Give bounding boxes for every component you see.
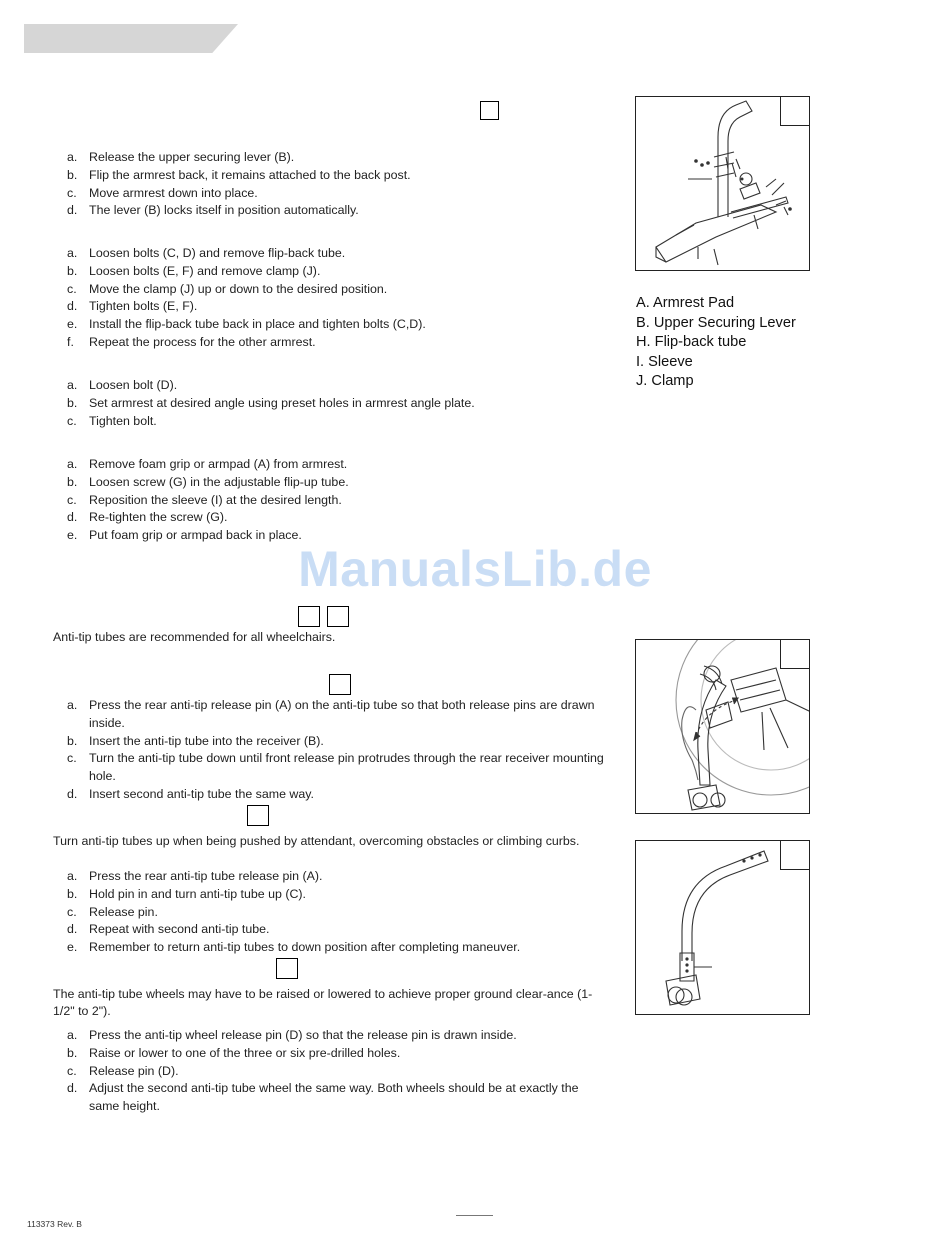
step-letter: a. <box>67 378 78 392</box>
step-text: Install the flip-back tube back in place and tighten bolts (C,D). <box>89 317 426 332</box>
legend-item: J. Clamp <box>636 373 694 390</box>
step-item <box>67 377 612 395</box>
step-letter: b. <box>67 886 78 901</box>
step-item <box>67 492 612 510</box>
step-letter: a. <box>67 457 78 471</box>
armrest-height-steps <box>67 245 612 352</box>
page-number-rule <box>456 1215 493 1216</box>
step-text: The lever (B) locks itself in position automatically. <box>89 203 359 218</box>
step-text: Loosen bolt (D). <box>89 378 178 392</box>
step-item <box>67 298 612 316</box>
step-letter: a. <box>67 150 78 164</box>
step-letter: d. <box>67 786 78 801</box>
step-letter: d. <box>67 203 78 218</box>
step-item <box>67 202 612 220</box>
step-text: Remember to return anti-tip tubes to down position after completing maneuver. <box>89 940 521 955</box>
legend-item: I. Sleeve <box>636 353 693 370</box>
armrest-legend <box>636 294 796 392</box>
figure-ref-box <box>276 958 298 979</box>
step-item <box>67 395 612 413</box>
armrest-flip-steps <box>67 149 612 220</box>
step-text: Release the upper securing lever (B). <box>89 150 295 164</box>
step-item <box>67 868 612 886</box>
figure-ref-box <box>327 606 349 627</box>
step-item <box>67 474 612 492</box>
step-text: Re-tighten the screw (G). <box>89 510 228 525</box>
antitip-install-steps <box>67 697 612 804</box>
step-item <box>67 1080 612 1116</box>
step-item <box>67 167 612 185</box>
step-item <box>67 185 612 203</box>
step-item <box>67 316 612 334</box>
step-letter: a. <box>67 246 78 260</box>
step-item <box>67 750 612 786</box>
step-item <box>67 281 612 299</box>
step-letter: c. <box>67 1063 77 1078</box>
watermark: ManualsLib.de <box>298 541 652 597</box>
armrest-angle-steps <box>67 377 612 430</box>
step-text: Move the clamp (J) up or down to the desired position. <box>89 281 388 296</box>
step-item <box>67 786 612 804</box>
legend-item: B. Upper Securing Lever <box>636 314 796 331</box>
step-letter: a. <box>67 869 78 883</box>
step-text: Reposition the sleeve (I) at the desired length. <box>89 492 342 507</box>
step-letter: c. <box>67 492 77 507</box>
step-item <box>67 149 612 167</box>
step-text: Tighten bolt. <box>89 413 157 428</box>
step-letter: e. <box>67 317 78 332</box>
step-text: Press the rear anti-tip tube release pin (A). <box>89 869 323 883</box>
step-letter: f. <box>67 334 74 349</box>
step-letter: b. <box>67 395 78 410</box>
step-text: Turn the anti-tip tube down until front release pin protrudes through the rear receiver mounting hole. <box>89 751 604 784</box>
step-letter: c. <box>67 904 77 919</box>
document-number: 113373 Rev. B <box>27 1219 82 1229</box>
step-item <box>67 1063 612 1081</box>
step-item <box>67 245 612 263</box>
step-letter: b. <box>67 733 78 748</box>
figure-number-box <box>780 96 810 126</box>
figure-number-box <box>780 639 810 669</box>
figure-ref-box <box>298 606 320 627</box>
step-letter: a. <box>67 1028 78 1042</box>
step-item <box>67 733 612 751</box>
legend-item: A. Armrest Pad <box>636 295 735 311</box>
step-letter: c. <box>67 751 77 766</box>
figure-ref-box <box>480 101 499 120</box>
step-letter: c. <box>67 281 77 296</box>
step-letter: e. <box>67 940 78 955</box>
step-item <box>67 334 612 352</box>
armrest-length-steps <box>67 456 612 545</box>
step-item <box>67 1045 612 1063</box>
step-text: Press the anti-tip wheel release pin (D) so that the release pin is drawn inside. <box>89 1028 517 1042</box>
step-item <box>67 904 612 922</box>
figure-ref-box <box>329 674 351 695</box>
antitip-height-figure <box>635 840 810 1015</box>
figure-number-box <box>780 840 810 870</box>
step-letter: c. <box>67 413 77 428</box>
step-text: Release pin. <box>89 904 158 919</box>
step-text: Tighten bolts (E, F). <box>89 299 198 314</box>
step-letter: e. <box>67 528 78 543</box>
step-text: Loosen bolts (C, D) and remove flip-back tube. <box>89 246 346 260</box>
step-text: Loosen bolts (E, F) and remove clamp (J). <box>89 263 321 278</box>
step-letter: b. <box>67 1045 78 1060</box>
step-text: Hold pin in and turn anti-tip tube up (C). <box>89 886 306 901</box>
step-text: Repeat the process for the other armrest. <box>89 334 316 349</box>
step-text: Set armrest at desired angle using preset holes in armrest angle plate. <box>89 395 475 410</box>
step-letter: d. <box>67 510 78 525</box>
step-item <box>67 263 612 281</box>
step-text: Move armrest down into place. <box>89 185 258 200</box>
antitip-up-intro: Turn anti-tip tubes up when being pushed by attendant, overcoming obstacles or climbing curbs. <box>53 834 580 848</box>
step-item <box>67 413 612 431</box>
header-tab <box>24 24 238 53</box>
step-text: Press the rear anti-tip release pin (A) on the anti-tip tube so that both release pins are drawn inside. <box>89 698 595 730</box>
step-item <box>67 1027 612 1045</box>
step-item <box>67 886 612 904</box>
step-letter: b. <box>67 167 78 182</box>
step-text: Flip the armrest back, it remains attached to the back post. <box>89 167 411 182</box>
figure-ref-box <box>247 805 269 826</box>
step-text: Release pin (D). <box>89 1063 179 1078</box>
step-letter: a. <box>67 698 78 712</box>
step-text: Insert second anti-tip tube the same way. <box>89 786 314 801</box>
step-letter: d. <box>67 299 78 314</box>
step-text: Put foam grip or armpad back in place. <box>89 528 302 543</box>
step-letter: b. <box>67 263 78 278</box>
step-letter: d. <box>67 1081 78 1096</box>
step-item <box>67 921 612 939</box>
antitip-height-intro: The anti-tip tube wheels may have to be raised or lowered to achieve proper ground clear-ance (1-1/2" to 2"). <box>53 987 593 1019</box>
step-letter: b. <box>67 474 78 489</box>
antitip-install-figure <box>635 639 810 814</box>
step-text: Adjust the second anti-tip tube wheel the same way. Both wheels should be at exactly the same height. <box>89 1081 579 1114</box>
armrest-figure <box>635 96 810 271</box>
step-text: Loosen screw (G) in the adjustable flip-up tube. <box>89 474 349 489</box>
step-item <box>67 939 612 957</box>
antitip-up-steps <box>67 868 612 957</box>
step-text: Raise or lower to one of the three or six pre-drilled holes. <box>89 1045 401 1060</box>
step-item <box>67 509 612 527</box>
legend-item: H. Flip-back tube <box>636 334 747 351</box>
step-item <box>67 697 612 733</box>
step-item <box>67 456 612 474</box>
step-text: Insert the anti-tip tube into the receiver (B). <box>89 733 324 748</box>
step-text: Repeat with second anti-tip tube. <box>89 922 270 937</box>
step-text: Remove foam grip or armpad (A) from armrest. <box>89 457 348 471</box>
antitip-height-steps <box>67 1027 612 1116</box>
antitip-intro: Anti-tip tubes are recommended for all wheelchairs. <box>53 630 336 644</box>
step-letter: c. <box>67 185 77 200</box>
step-letter: d. <box>67 922 78 937</box>
